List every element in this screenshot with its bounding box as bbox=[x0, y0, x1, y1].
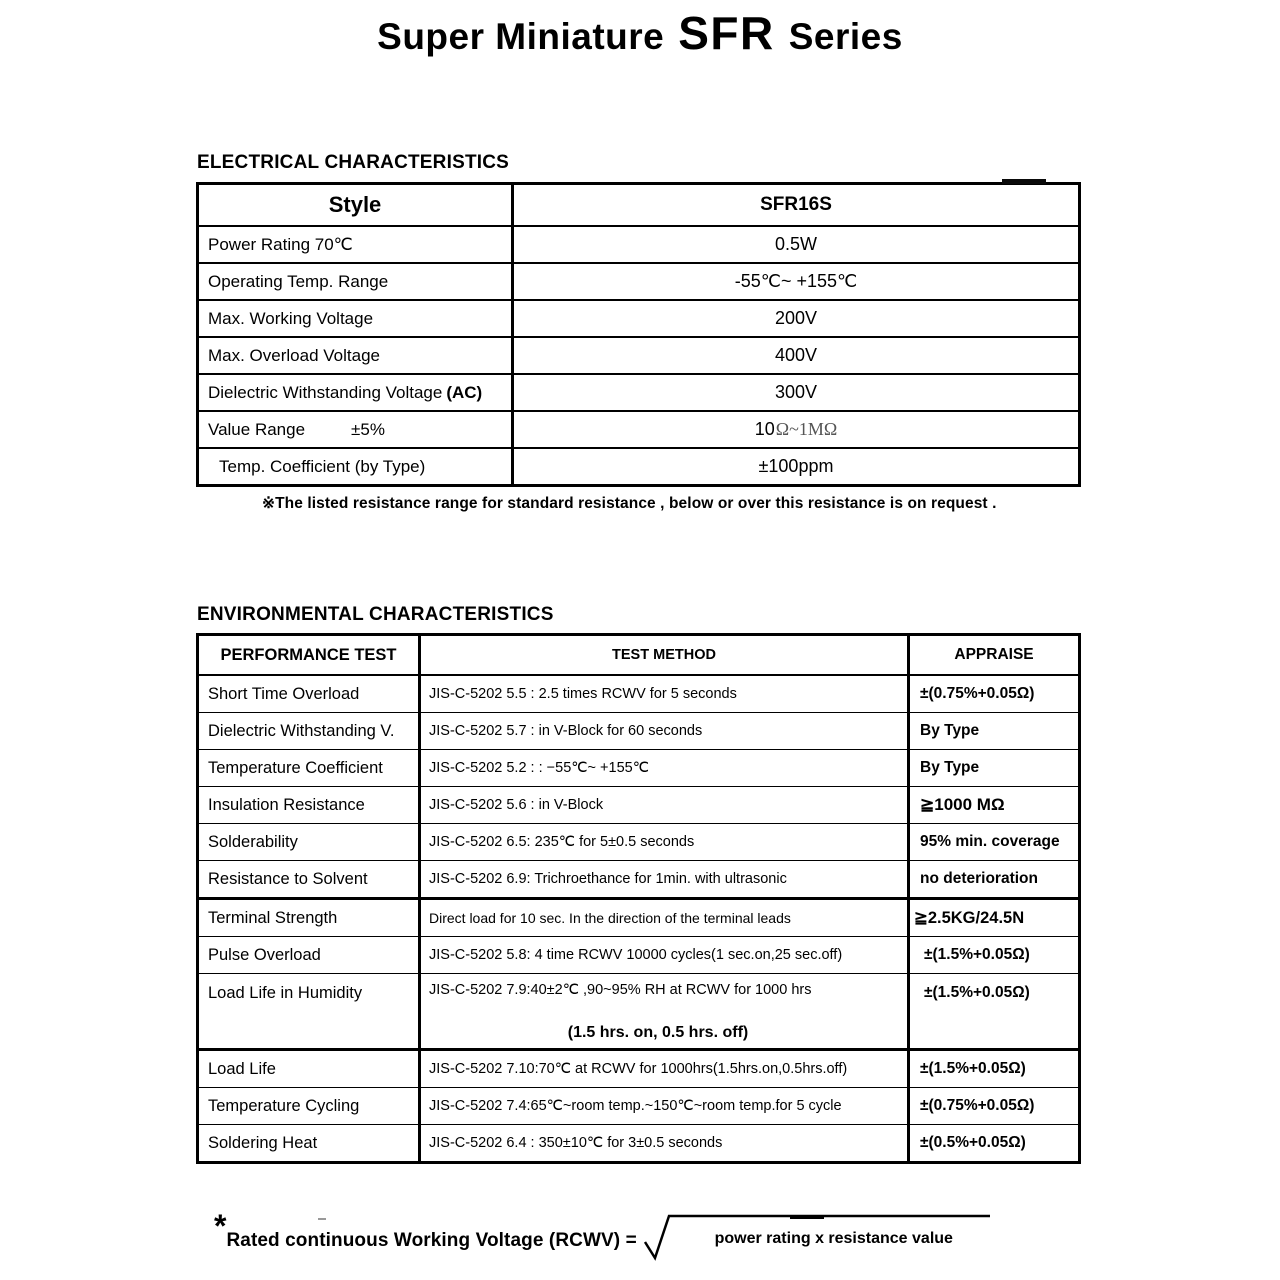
cell-test: Pulse Overload bbox=[199, 937, 421, 973]
table-row bbox=[199, 937, 1078, 974]
cell-method: JIS-C-5202 7.10:70℃ at RCWV for 1000hrs(1.5hrs.on,0.5hrs.off) bbox=[421, 1051, 910, 1087]
cell-test: Load Life in Humidity bbox=[199, 974, 421, 1048]
cell-method bbox=[421, 974, 910, 1048]
cell-test: Temperature Coefficient bbox=[199, 750, 421, 786]
square-root-sign bbox=[642, 1208, 994, 1264]
table-row bbox=[199, 373, 1078, 410]
cell-appraise: ≧1000 MΩ bbox=[920, 795, 1005, 814]
table-row bbox=[199, 787, 1078, 824]
electrical-section-heading: ELECTRICAL CHARACTERISTICS bbox=[197, 152, 510, 173]
value-prefix: 10 bbox=[754, 419, 775, 439]
row-label: Temp. Coefficient (by Type) bbox=[199, 449, 514, 484]
environmental-table bbox=[196, 633, 1081, 1164]
cell-appraise: 95% min. coverage bbox=[920, 833, 1060, 850]
cell-appraise: ≧2.5KG/24.5N bbox=[914, 909, 1025, 927]
cell-test: Terminal Strength bbox=[199, 900, 421, 936]
title-brand: SFR bbox=[678, 7, 775, 59]
electrical-table bbox=[196, 182, 1081, 487]
scan-artifact bbox=[790, 1215, 824, 1219]
row-value: 400V bbox=[774, 345, 818, 365]
method-line1: JIS-C-5202 7.9:40±2℃ ,90~95% RH at RCWV for 1000 hrs bbox=[429, 982, 812, 998]
table-row bbox=[199, 299, 1078, 336]
cell-method: JIS-C-5202 6.4 : 350±10℃ for 3±0.5 seconds bbox=[421, 1125, 910, 1161]
table-row bbox=[199, 336, 1078, 373]
title-prefix: Super Miniature bbox=[377, 16, 665, 57]
cell-test: Temperature Cycling bbox=[199, 1088, 421, 1124]
table-row bbox=[199, 1088, 1078, 1125]
radicand-text: power rating x resistance value bbox=[714, 1230, 953, 1247]
cell-appraise: By Type bbox=[920, 759, 980, 776]
row-value: 0.5W bbox=[774, 234, 817, 254]
cell-method: JIS-C-5202 5.5 : 2.5 times RCWV for 5 seconds bbox=[421, 676, 910, 712]
cell-test: Load Life bbox=[199, 1051, 421, 1087]
table-row bbox=[199, 1125, 1078, 1161]
row-value: 300V bbox=[774, 382, 818, 402]
page-title bbox=[0, 6, 1280, 60]
table-row bbox=[199, 900, 1078, 937]
value-serif-part: Ω~1MΩ bbox=[775, 419, 838, 439]
scan-artifact bbox=[318, 1218, 326, 1220]
row-value: ±100ppm bbox=[758, 456, 834, 476]
cell-test: Dielectric Withstanding V. bbox=[199, 713, 421, 749]
cell-test: Soldering Heat bbox=[199, 1125, 421, 1161]
cell-method: JIS-C-5202 5.6 : in V-Block bbox=[421, 787, 910, 823]
title-suffix: Series bbox=[788, 16, 903, 57]
environmental-table-header bbox=[199, 636, 1078, 676]
electrical-header-model: SFR16S bbox=[760, 194, 832, 215]
cell-appraise: ±(0.75%+0.05Ω) bbox=[920, 685, 1035, 702]
rcwv-formula bbox=[214, 1204, 994, 1264]
cell-method: JIS-C-5202 6.9: Trichroethance for 1min. with ultrasonic bbox=[421, 861, 910, 897]
row-label: Power Rating 70℃ bbox=[199, 227, 514, 262]
environmental-section-heading: ENVIRONMENTAL CHARACTERISTICS bbox=[197, 604, 554, 625]
formula-label: Rated continuous Working Voltage (RCWV) = bbox=[226, 1230, 637, 1251]
table-row bbox=[199, 1051, 1078, 1088]
method-line2: (1.5 hrs. on, 0.5 hrs. off) bbox=[567, 1024, 749, 1041]
cell-method: JIS-C-5202 5.2 : : −55℃~ +155℃ bbox=[421, 750, 910, 786]
row-label-text: Dielectric Withstanding Voltage bbox=[208, 382, 443, 402]
cell-appraise: ±(1.5%+0.05Ω) bbox=[924, 984, 1030, 1001]
table-row bbox=[199, 410, 1078, 447]
cell-method: JIS-C-5202 5.7 : in V-Block for 60 seconds bbox=[421, 713, 910, 749]
asterisk-mark: * bbox=[214, 1208, 227, 1244]
cell-method: JIS-C-5202 7.4:65℃~room temp.~150℃~room temp.for 5 cycle bbox=[421, 1088, 910, 1124]
row-value: -55℃~ +155℃ bbox=[734, 271, 858, 291]
resistance-range-note: ※The listed resistance range for standard resistance , below or over this resistance is on request . bbox=[262, 495, 997, 512]
table-row bbox=[199, 262, 1078, 299]
cell-appraise: ±(1.5%+0.05Ω) bbox=[924, 946, 1030, 963]
cell-test: Solderability bbox=[199, 824, 421, 860]
cell-test: Short Time Overload bbox=[199, 676, 421, 712]
row-value bbox=[514, 412, 1078, 447]
table-row bbox=[199, 824, 1078, 861]
row-label: Max. Overload Voltage bbox=[199, 338, 514, 373]
table-row bbox=[199, 447, 1078, 484]
row-label bbox=[199, 375, 514, 410]
row-label-bold-suffix: (AC) bbox=[446, 382, 483, 402]
row-label: Max. Working Voltage bbox=[199, 301, 514, 336]
row-label-tolerance: ±5% bbox=[351, 419, 385, 439]
row-value: 200V bbox=[774, 308, 818, 328]
scan-artifact bbox=[1002, 179, 1046, 184]
cell-appraise: ±(1.5%+0.05Ω) bbox=[920, 1060, 1026, 1077]
cell-test: Insulation Resistance bbox=[199, 787, 421, 823]
table-row bbox=[199, 676, 1078, 713]
row-label bbox=[199, 412, 514, 447]
table-row bbox=[199, 713, 1078, 750]
row-label-text: Value Range bbox=[208, 419, 306, 439]
row-label: Operating Temp. Range bbox=[199, 264, 514, 299]
cell-appraise: ±(0.5%+0.05Ω) bbox=[920, 1134, 1026, 1151]
cell-method: JIS-C-5202 5.8: 4 time RCWV 10000 cycles(1 sec.on,25 sec.off) bbox=[421, 937, 910, 973]
cell-test: Resistance to Solvent bbox=[199, 861, 421, 897]
header-performance-test: PERFORMANCE TEST bbox=[199, 636, 421, 674]
cell-method: JIS-C-5202 6.5: 235℃ for 5±0.5 seconds bbox=[421, 824, 910, 860]
table-row bbox=[199, 225, 1078, 262]
cell-appraise: ±(0.75%+0.05Ω) bbox=[920, 1097, 1035, 1114]
electrical-header-style: Style bbox=[199, 185, 514, 225]
cell-appraise: By Type bbox=[920, 722, 980, 739]
table-row bbox=[199, 750, 1078, 787]
cell-method: Direct load for 10 sec. In the direction of the terminal leads bbox=[421, 900, 910, 936]
electrical-table-header bbox=[199, 185, 1078, 225]
table-row bbox=[199, 861, 1078, 900]
header-test-method: TEST METHOD bbox=[421, 636, 910, 674]
header-appraise: APPRAISE bbox=[954, 646, 1034, 663]
table-row bbox=[199, 974, 1078, 1051]
cell-appraise: no deterioration bbox=[920, 870, 1038, 887]
